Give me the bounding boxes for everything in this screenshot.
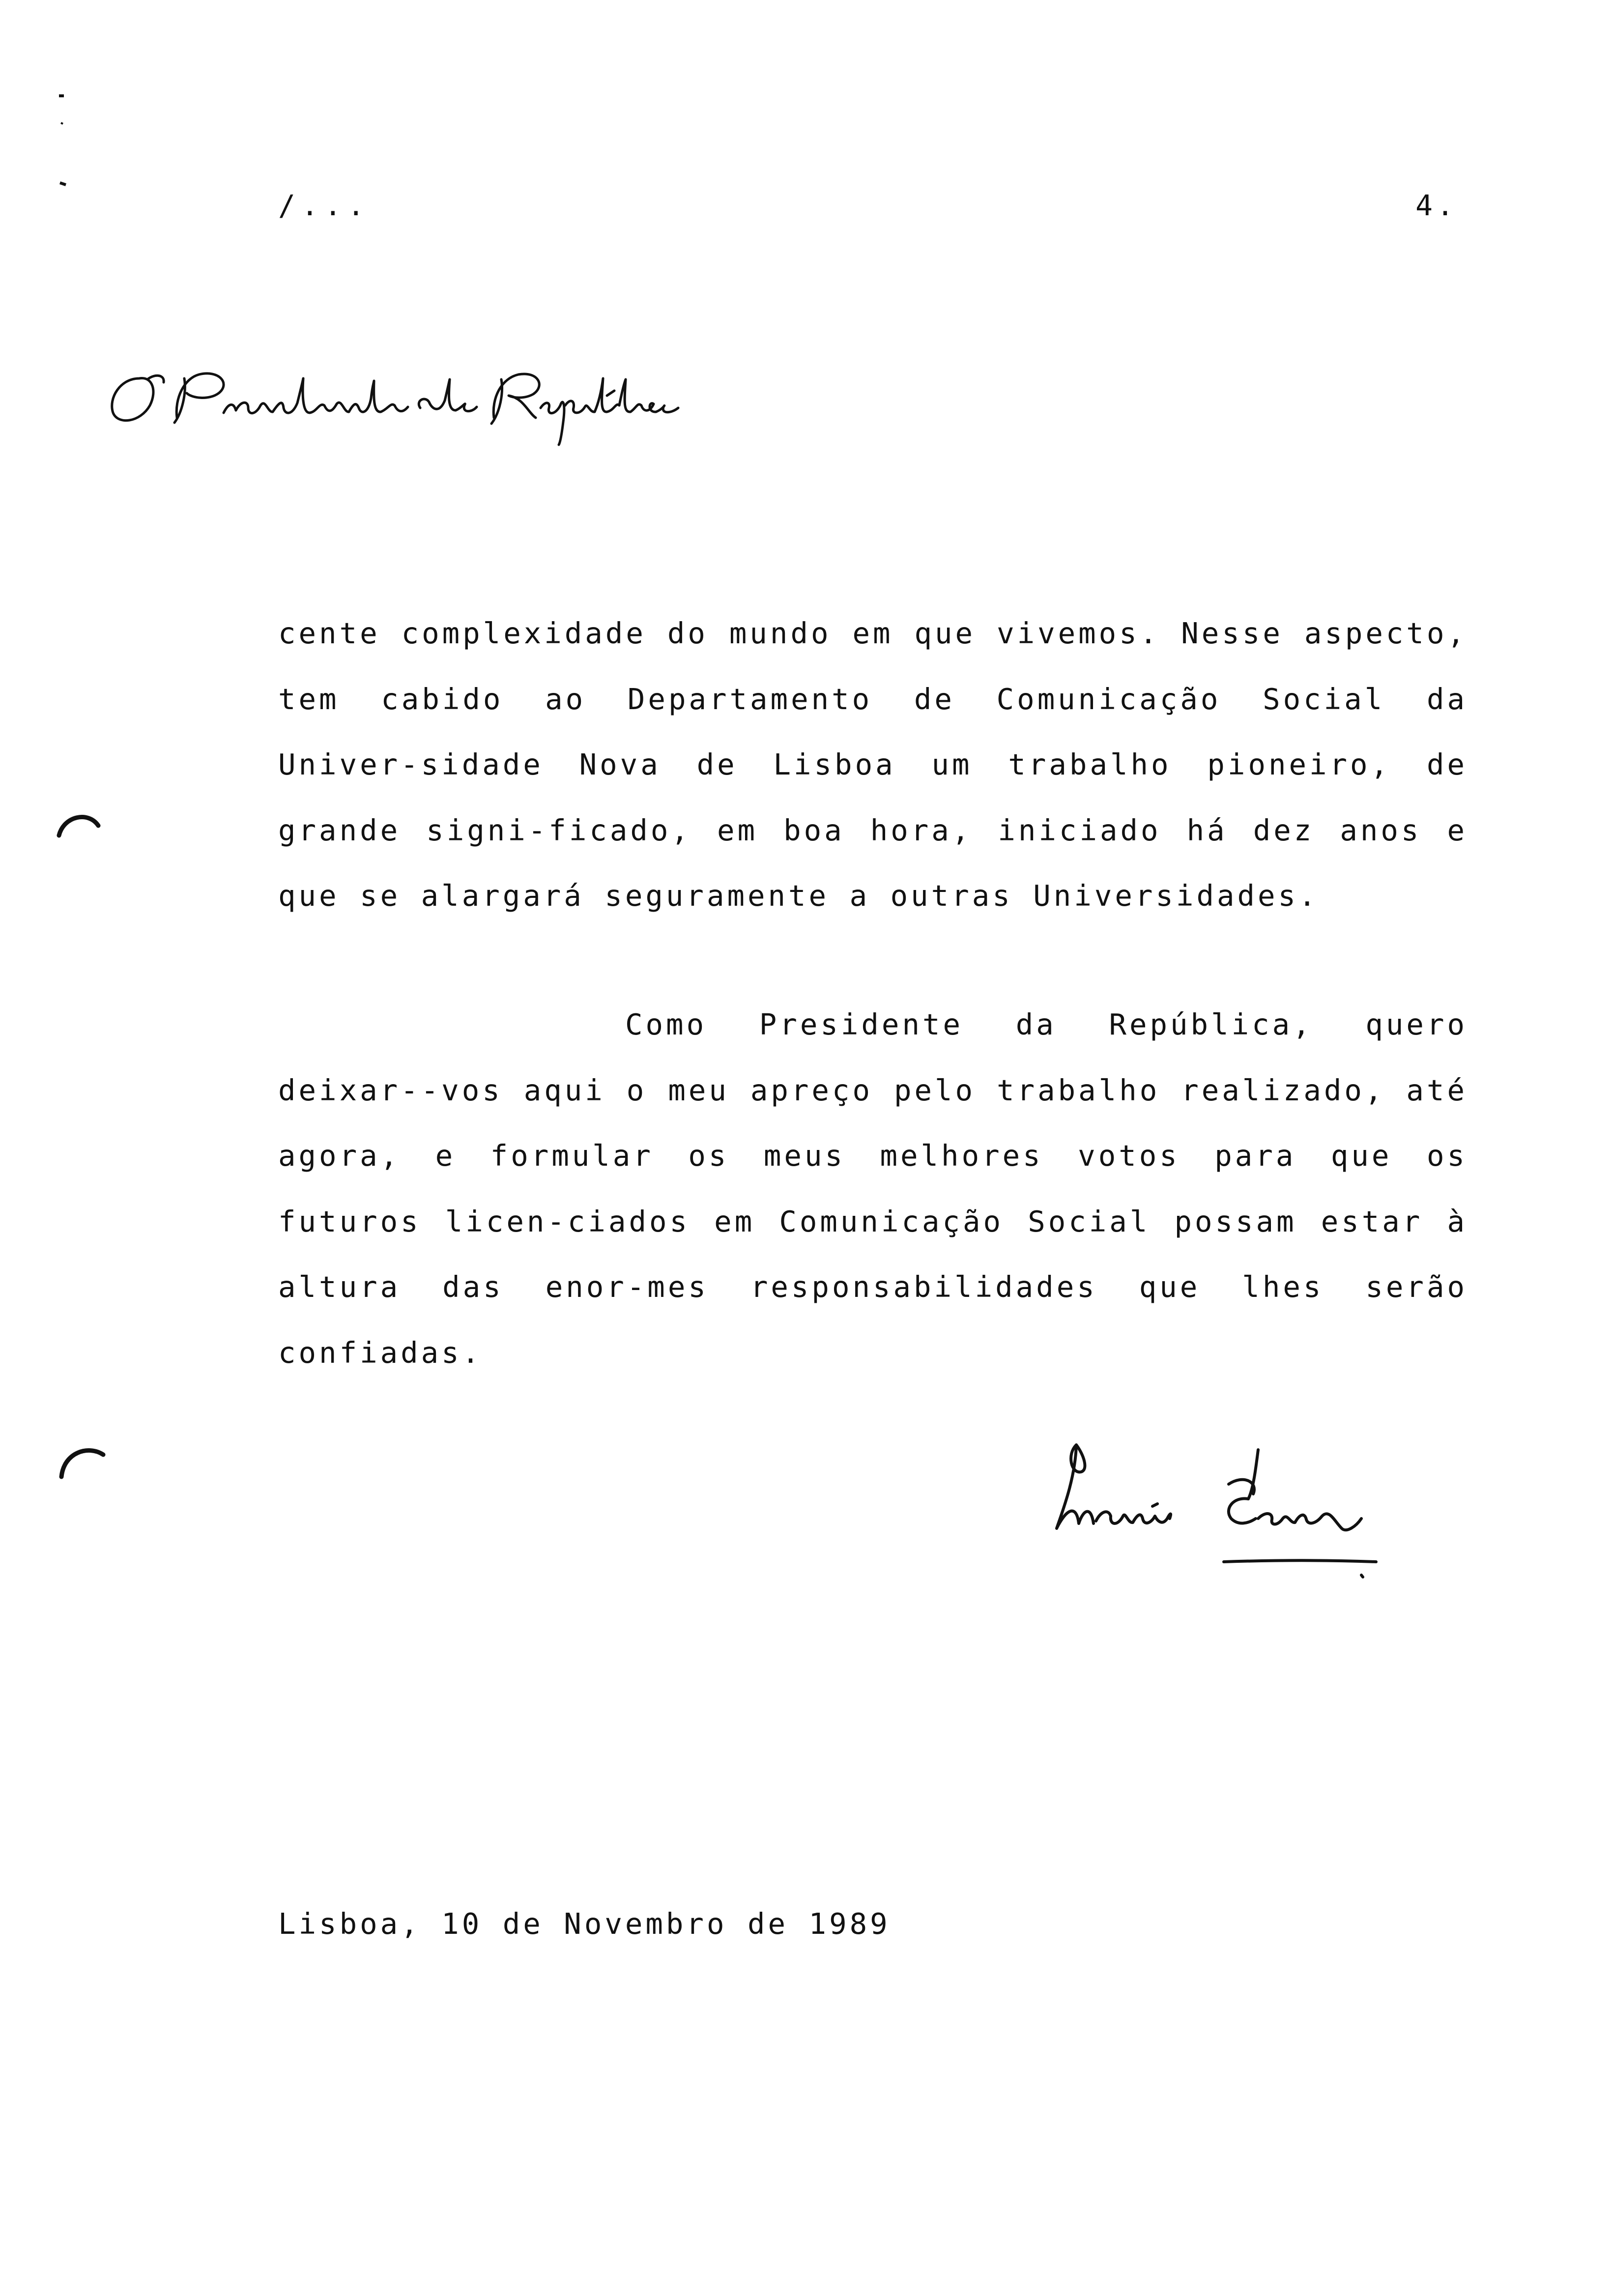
page-number: 4.	[1415, 189, 1458, 222]
punch-hole-mark-upper	[49, 806, 108, 845]
scan-specks	[54, 88, 74, 197]
punch-hole-mark-lower	[54, 1437, 113, 1487]
place-and-date: Lisboa, 10 de Novembro de 1989	[278, 1907, 891, 1941]
letterhead-calligraphy	[101, 344, 686, 447]
handwritten-signature	[1047, 1425, 1391, 1602]
continuation-mark: /...	[278, 189, 371, 222]
paragraph-2: Como Presidente da República, quero deixar--vos aqui o meu apreço pelo trabalho realizado, até agora, e formular os meus melhores votos para que os futuros licen-ciados em Comunicação Social possam estar à altura das enor-mes responsabilidades que lhes serão confiadas.	[278, 1007, 1468, 1370]
letterhead-script	[101, 344, 686, 447]
paragraph-1: cente complexidade do mundo em que vivemos. Nesse aspecto, tem cabido ao Departamento de Comunicação Social da Univer-sidade Nova de Lisboa um trabalho pioneiro, de grande signi-ficado, em boa hora, iniciado há dez anos e que se alargará seguramente a outras Universidades.	[278, 616, 1468, 913]
signature	[1047, 1425, 1391, 1602]
